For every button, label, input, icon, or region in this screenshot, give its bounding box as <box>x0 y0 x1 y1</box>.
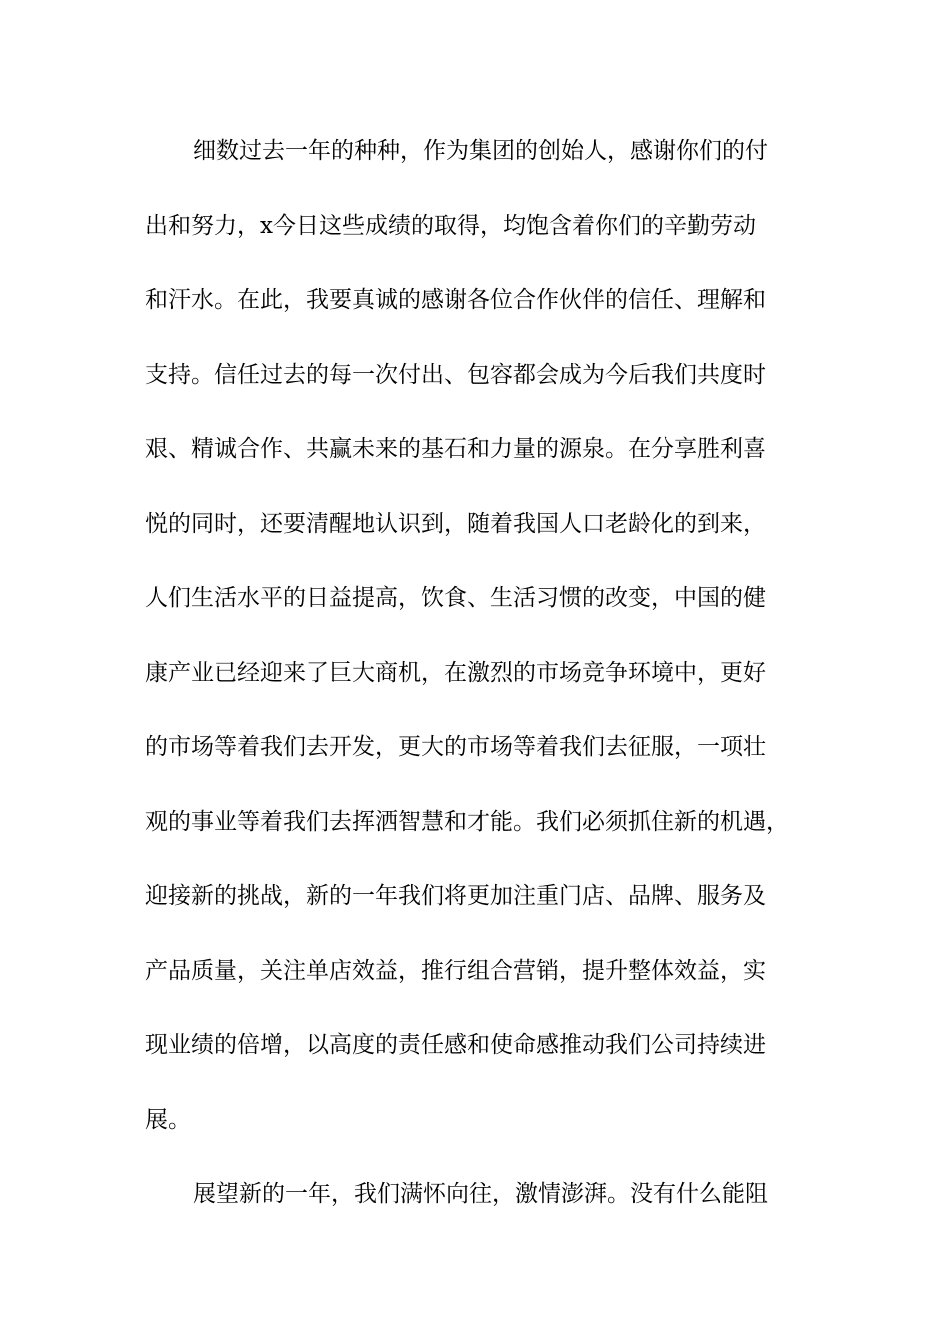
paragraph-2-line-1: 展望新的一年，我们满怀向往，激情澎湃。没有什么能阻 <box>193 1181 768 1207</box>
paragraph-1-line-4: 支持。信任过去的每一次付出、包容都会成为今后我们共度时 <box>145 361 766 388</box>
document-body <box>145 133 835 1251</box>
paragraph-1-line-9: 的市场等着我们去开发，更大的市场等着我们去征服，一项壮 <box>145 734 766 760</box>
paragraph-1-line-3: 和汗水。在此，我要真诚的感谢各位合作伙伴的信任、理解和 <box>145 287 766 313</box>
paragraph-1-line-5: 艰、精诚合作、共赢未来的基石和力量的源泉。在分享胜利喜 <box>145 436 766 462</box>
paragraph-1-line-11: 迎接新的挑战，新的一年我们将更加注重门店、品牌、服务及 <box>145 883 766 909</box>
paragraph-1-line-14: 展。 <box>145 1106 191 1133</box>
paragraph-1-line-2: 出和努力，x今日这些成绩的取得，均饱含着你们的辛勤劳动 <box>145 212 756 239</box>
paragraph-1-line-8: 康产业已经迎来了巨大商机，在激烈的市场竞争环境中，更好 <box>145 659 766 686</box>
paragraph-1-line-10: 观的事业等着我们去挥洒智慧和才能。我们必须抓住新的机遇， <box>145 808 789 835</box>
paragraph-1-line-13: 现业绩的倍增，以高度的责任感和使命感推动我们公司持续进 <box>145 1032 766 1058</box>
paragraph-1-line-7: 人们生活水平的日益提高，饮食、生活习惯的改变，中国的健 <box>145 585 766 611</box>
paragraph-1-line-6: 悦的同时，还要清醒地认识到，随着我国人口老龄化的到来， <box>145 510 766 537</box>
paragraph-1-line-12: 产品质量，关注单店效益，推行组合营销，提升整体效益，实 <box>145 957 766 984</box>
paragraph-1-line-1: 细数过去一年的种种，作为集团的创始人，感谢你们的付 <box>193 138 768 164</box>
